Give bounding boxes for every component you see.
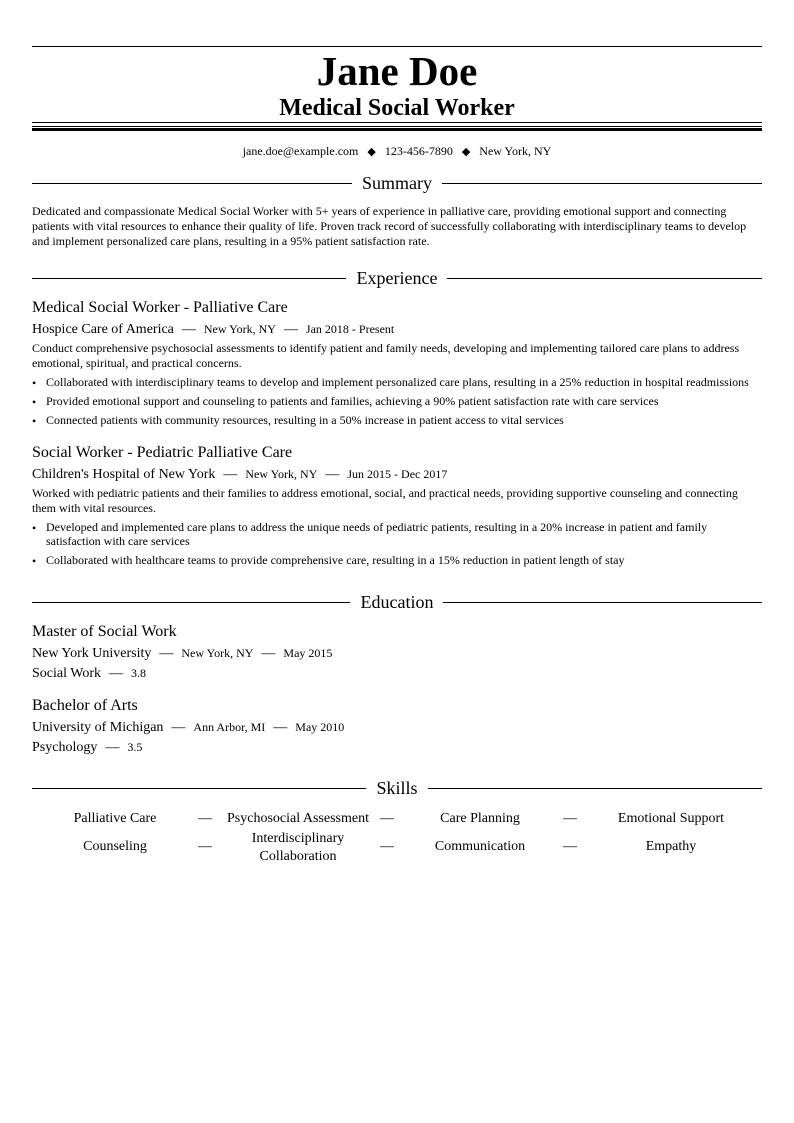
education-field (32, 664, 146, 683)
dash-separator: — (105, 740, 120, 755)
job-dates: Jan 2018 - Present (305, 322, 395, 336)
job-meta (32, 320, 394, 339)
dash-separator: — (380, 839, 394, 854)
dash-separator: — (223, 467, 238, 482)
dash-separator: — (563, 839, 577, 854)
graduation-date: May 2015 (283, 646, 333, 660)
dash-separator: — (325, 467, 340, 482)
dash-separator: — (181, 322, 196, 337)
dash-separator: — (171, 720, 186, 735)
list-item: • Developed and implemented care plans to address the unique needs of pediatric patients, resulting in a 20% increase in patient and family satisfaction with care services (32, 520, 708, 548)
job-location: New York, NY (245, 467, 318, 481)
skills-row (32, 829, 762, 864)
education-meta (32, 644, 332, 663)
education-heading (32, 591, 762, 613)
school-location: New York, NY (181, 646, 254, 660)
dash-separator: — (261, 646, 276, 661)
skill-item: Palliative Care (73, 811, 157, 826)
summary-heading (32, 172, 762, 194)
list-item: • Collaborated with interdisciplinary teams to develop and implement personalized care plans, resulting in a 25% reduction in hospital readmissions (32, 375, 749, 390)
degree-title: Master of Social Work (32, 623, 177, 640)
gpa: 3.8 (131, 666, 146, 680)
graduation-date: May 2010 (295, 720, 345, 734)
education-meta (32, 718, 344, 737)
contact-email[interactable]: jane.doe@example.com (242, 144, 359, 158)
dash-separator: — (283, 322, 298, 337)
job-location: New York, NY (203, 322, 276, 336)
skills-heading (32, 777, 762, 799)
skill-item: Communication (434, 839, 526, 854)
education-field (32, 738, 142, 757)
list-item: • Connected patients with community resources, resulting in a 50% increase in patient access to vital services (32, 413, 564, 428)
dash-separator: — (109, 666, 123, 681)
candidate-name: Jane Doe (316, 48, 478, 94)
job-title: Social Worker - Pediatric Palliative Care (32, 444, 293, 461)
skill-item: Care Planning (440, 811, 520, 826)
contact-location: New York, NY (479, 144, 552, 158)
job-meta (32, 465, 447, 484)
education-heading-label: Education (351, 592, 444, 612)
skill-item: Emotional Support (617, 811, 725, 826)
school-name: University of Michigan (32, 720, 164, 735)
job-company: Children's Hospital of New York (32, 467, 216, 482)
dash-separator: — (198, 811, 212, 826)
bullet-icon: • (32, 376, 37, 390)
dash-separator: — (563, 811, 577, 826)
gpa: 3.5 (127, 740, 143, 754)
skill-item: Empathy (645, 839, 697, 854)
contact-phone[interactable]: 123-456-7890 (384, 144, 453, 158)
job-description: Worked with pediatric patients and their families to address emotional, social, and practical needs, providing supportive counseling and connecting them with vital resources. (32, 486, 738, 515)
summary-text: Dedicated and compassionate Medical Social Worker with 5+ years of experience in palliative care, providing emotional support and connecting patients with vital resources to enhance their quality of life. Proven track record of successfully collaborating with interdisciplinary teams to develop and implement personalized care plans, resulting in a 95% patient satisfaction rate. (32, 204, 747, 248)
job-dates: Jun 2015 - Dec 2017 (347, 467, 448, 481)
list-item: • Collaborated with healthcare teams to provide comprehensive care, resulting in a 15% reduction in patient length of stay (32, 553, 625, 568)
job-bullets (32, 520, 762, 572)
skill-item: Counseling (83, 839, 147, 854)
skill-item: Interdisciplinary Collaboration (251, 831, 345, 864)
dash-separator: — (380, 811, 394, 826)
bullet-icon: • (32, 521, 37, 535)
field-of-study: Social Work (32, 666, 101, 681)
bullet-icon: • (32, 414, 37, 428)
dash-separator: — (159, 646, 174, 661)
skill-item: Psychosocial Assessment (227, 811, 369, 826)
diamond-separator-icon: ◆ (367, 146, 376, 158)
contact-line (32, 143, 762, 160)
school-name: New York University (32, 646, 152, 661)
field-of-study: Psychology (32, 740, 98, 755)
summary-heading-label: Summary (352, 173, 442, 193)
skills-heading-label: Skills (366, 778, 427, 798)
job-company: Hospice Care of America (32, 322, 174, 337)
dash-separator: — (273, 720, 288, 735)
experience-heading (32, 267, 762, 289)
dash-separator: — (198, 839, 212, 854)
job-bullets (32, 375, 762, 432)
list-item: • Provided emotional support and counseling to patients and families, achieving a 90% patient satisfaction rate with care services (32, 394, 659, 409)
job-description: Conduct comprehensive psychosocial assessments to identify patient and family needs, developing and implementing tailored care plans to address emotional, spiritual, and practical concerns. (32, 341, 740, 370)
degree-title: Bachelor of Arts (32, 697, 138, 714)
bullet-icon: • (32, 395, 37, 409)
header-double-rule (32, 122, 762, 131)
diamond-separator-icon: ◆ (461, 146, 471, 158)
school-location: Ann Arbor, MI (193, 720, 266, 734)
job-title: Medical Social Worker - Palliative Care (32, 299, 288, 316)
experience-heading-label: Experience (347, 268, 448, 288)
bullet-icon: • (32, 554, 37, 568)
candidate-title: Medical Social Worker (279, 95, 515, 121)
